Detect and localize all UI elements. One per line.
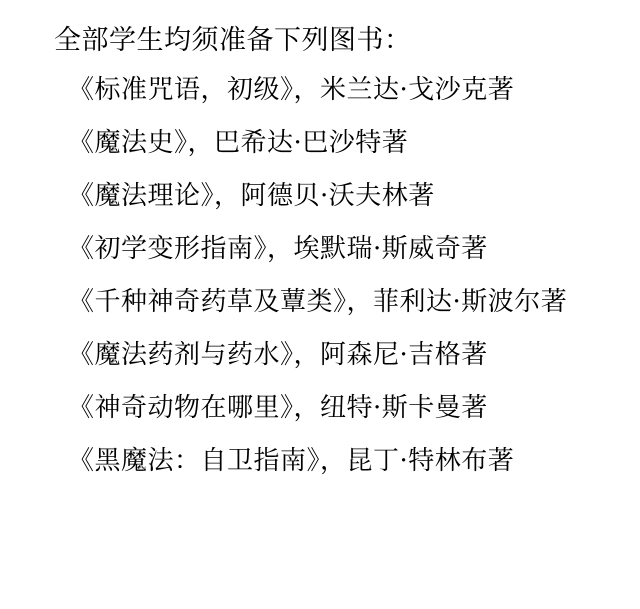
list-item: 《魔法史》，巴希达·巴沙特著 [68,128,409,158]
list-item: 《神奇动物在哪里》，纽特·斯卡曼著 [68,393,488,423]
list-item: 《千种神奇药草及蕈类》，菲利达·斯波尔著 [68,287,568,317]
list-item: 《标准咒语，初级》，米兰达·戈沙克著 [68,75,515,105]
list-item: 《黑魔法：自卫指南》，昆丁·特林布著 [68,446,515,476]
list-item: 《魔法药剂与药水》，阿森尼·吉格著 [68,340,488,370]
book-list [18,64,622,488]
list-item: 《初学变形指南》，埃默瑞·斯威奇著 [68,234,488,264]
list-item: 《魔法理论》，阿德贝·沃夫林著 [68,181,435,211]
page-title: 全部学生均须准备下列图书： [54,25,412,56]
